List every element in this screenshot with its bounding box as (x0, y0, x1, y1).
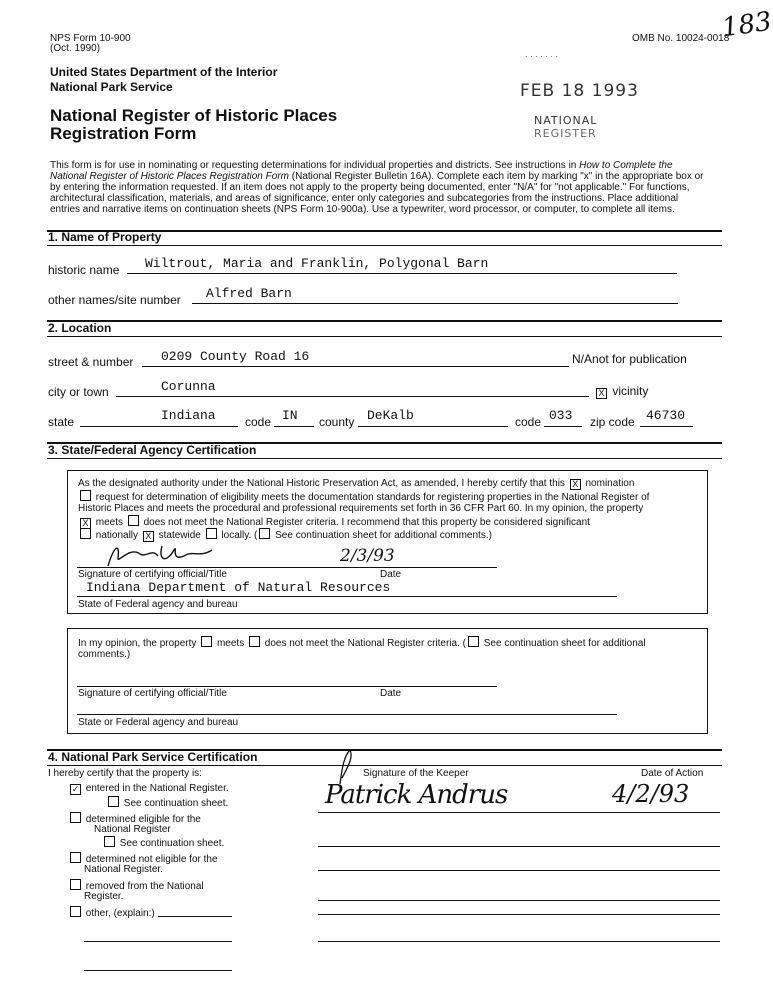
intro-line-3: by entering the information requested. If an item does not apply to the property being documented, enter "N/A" for "not applicable." For functions, (50, 182, 690, 193)
nomination-checkbox[interactable]: X (570, 479, 581, 490)
explain-line-2 (84, 970, 232, 971)
other-names-label: other names/site number (48, 293, 181, 307)
keeper-line-3 (318, 870, 720, 871)
section-4-underline (47, 765, 722, 766)
date-2-label: Date (380, 688, 402, 699)
other-names-value[interactable]: Alfred Barn (206, 286, 292, 301)
option-other[interactable]: other, (explain:) (68, 906, 155, 919)
keeper-line-2 (318, 846, 720, 847)
agency-line-1: United States Department of the Interior (50, 65, 278, 79)
section-4-title: 4. National Park Service Certification (48, 750, 258, 764)
state-value[interactable]: Indiana (161, 408, 216, 423)
historic-name-line (127, 273, 677, 274)
county-code-value[interactable]: 033 (549, 408, 573, 423)
keeper-line-1 (318, 812, 720, 813)
certify-intro: I hereby certify that the property is: (48, 768, 202, 779)
stamp-smudge: . . . . . . . (525, 50, 559, 59)
street-line (142, 366, 569, 367)
cert-line-5: nationally X statewide locally. ( See continuation sheet for additional comments.) (78, 528, 492, 542)
keeper-line-5 (318, 914, 720, 915)
stamp-register: REGISTER (534, 127, 597, 140)
statewide-checkbox[interactable]: X (143, 531, 154, 542)
section-2-underline (47, 336, 722, 337)
code-label: code (245, 415, 272, 429)
section-2-rule (47, 320, 722, 322)
not-eligible-checkbox[interactable] (70, 852, 81, 863)
option-removed[interactable]: removed from the National (68, 879, 204, 892)
section-2-title: 2. Location (48, 321, 112, 335)
cert-line-2: request for determination of eligibility meets the documentation standards for registering properties in the National Register of (78, 490, 649, 503)
opinion-continuation-checkbox[interactable] (468, 636, 479, 647)
option-not-eligible[interactable]: determined not eligible for the (68, 852, 218, 865)
date-label: Date (380, 569, 402, 580)
date-of-action-label: Date of Action (641, 768, 704, 779)
keeper-signature: Patrick Andrus (325, 780, 508, 810)
county-line (358, 426, 508, 427)
section-3-underline (47, 458, 722, 459)
historic-name-label: historic name (48, 263, 120, 277)
keeper-signature-mark (336, 748, 366, 784)
stamp-national: NATIONAL (534, 114, 598, 127)
city-value[interactable]: Corunna (161, 379, 216, 394)
form-title-1: National Register of Historic Places (50, 106, 338, 125)
cert-line-3: Historic Places and meets the procedural and professional requirements set forth in 36 CFR Part 60. In my opinion, the property (78, 503, 644, 514)
eligible-continuation-checkbox[interactable] (104, 836, 115, 847)
zip-line (640, 426, 693, 427)
state-line (80, 426, 238, 427)
vicinity-checkbox[interactable]: X (596, 388, 607, 399)
intro-line-4: architectural classification, materials, and areas of significance, enter only categories and subcategories from the instructions. Place additional (50, 193, 679, 204)
zip-value[interactable]: 46730 (646, 408, 686, 423)
county-code-line (544, 426, 582, 427)
keeper-label: Signature of the Keeper (363, 768, 469, 779)
nationally-checkbox[interactable] (80, 528, 91, 539)
request-checkbox[interactable] (80, 490, 91, 501)
code-line (274, 426, 314, 427)
section-1-underline (47, 245, 722, 246)
intro-line-2: National Register of Historic Places Registration Form (National Register Bulletin 16A). Complete each item by marking "x" in the appropriate box or (50, 171, 704, 182)
keeper-line-4 (318, 900, 720, 901)
received-stamp-date: FEB 18 1993 (520, 81, 639, 101)
section-1-title: 1. Name of Property (48, 230, 162, 244)
opinion-line-1: In my opinion, the property meets does not meet the National Register criteria. ( See continuation sheet for additional (78, 638, 646, 649)
entered-checkbox[interactable]: ✓ (71, 784, 80, 794)
option-eligible-line-2: National Register (94, 824, 171, 835)
zip-label: zip code (590, 415, 635, 429)
section-3-title: 3. State/Federal Agency Certification (48, 443, 257, 457)
signature-label: Signature of certifying official/Title (78, 569, 227, 580)
opinion-does-not-meet-checkbox[interactable] (249, 636, 260, 647)
option-eligible[interactable]: determined eligible for the (68, 812, 201, 825)
agency-label: State of Federal agency and bureau (78, 599, 238, 610)
keeper-line-6 (318, 941, 720, 942)
form-title-2: Registration Form (50, 124, 197, 143)
city-label: city or town (48, 385, 109, 399)
meets-checkbox[interactable]: X (80, 518, 91, 529)
option-entered[interactable]: ✓ entered in the National Register. (71, 783, 229, 794)
option-removed-line-2: Register. (84, 891, 124, 902)
omb-number: OMB No. 10024-0018 (632, 33, 730, 44)
state-label: state (48, 415, 75, 429)
agency-value[interactable]: Indiana Department of Natural Resources (86, 580, 391, 595)
cert-line-1: As the designated authority under the National Historic Preservation Act, as amended, I hereby certify that this X nomination (78, 478, 635, 489)
option-not-eligible-line-2: National Register. (84, 864, 163, 875)
certifying-signature (100, 538, 230, 570)
certifying-date: 2/3/93 (340, 546, 395, 566)
entered-continuation-checkbox[interactable] (108, 796, 119, 807)
intro-line-1: This form is for use in nominating or requesting determinations for individual properties and districts. See instructions in How to Complete the (50, 160, 673, 171)
city-line (116, 396, 589, 397)
signature-line (77, 567, 497, 568)
form-date: (Oct. 1990) (50, 43, 101, 54)
county-label: county (319, 415, 355, 429)
option-eligible-continuation[interactable]: See continuation sheet. (102, 836, 224, 849)
other-checkbox[interactable] (70, 906, 81, 917)
vicinity[interactable]: X vicinity (594, 384, 648, 399)
other-names-line (192, 303, 678, 304)
state-code-value[interactable]: IN (282, 408, 298, 423)
county-value[interactable]: DeKalb (367, 408, 414, 423)
opinion-meets-checkbox[interactable] (201, 636, 212, 647)
does-not-meet-checkbox[interactable] (128, 515, 139, 526)
signature-2-line (77, 686, 497, 687)
option-entered-continuation[interactable]: See continuation sheet. (106, 796, 228, 809)
historic-name-value[interactable]: Wiltrout, Maria and Franklin, Polygonal Barn (145, 256, 489, 271)
street-label: street & number (48, 355, 134, 369)
agency-2-line (77, 714, 617, 715)
other-explain-line (158, 916, 232, 917)
cert-line-4: X meets does not meet the National Register criteria. I recommend that this property be considered significant (78, 515, 590, 529)
agency-2-label: State or Federal agency and bureau (78, 717, 239, 728)
signature-2-label: Signature of certifying official/Title (78, 688, 227, 699)
explain-line-1 (84, 941, 232, 942)
continuation-checkbox[interactable] (259, 528, 270, 539)
removed-checkbox[interactable] (70, 879, 81, 890)
form-id: NPS Form 10-900 (50, 33, 131, 44)
opinion-line-2: comments.) (78, 649, 131, 660)
handwritten-number: 183 (720, 6, 773, 44)
eligible-checkbox[interactable] (70, 812, 81, 823)
county-code-label: code (515, 415, 542, 429)
action-date: 4/2/93 (612, 780, 690, 808)
intro-line-5: entries and narrative items on continuation sheets (NPS Form 10-900a). Use a typewriter, word processor, or computer, to complete all items. (50, 204, 675, 215)
agency-line (77, 596, 617, 597)
agency-line-2: National Park Service (50, 80, 173, 94)
not-for-publication: N/Anot for publication (572, 352, 687, 366)
street-value[interactable]: 0209 County Road 16 (161, 349, 310, 364)
